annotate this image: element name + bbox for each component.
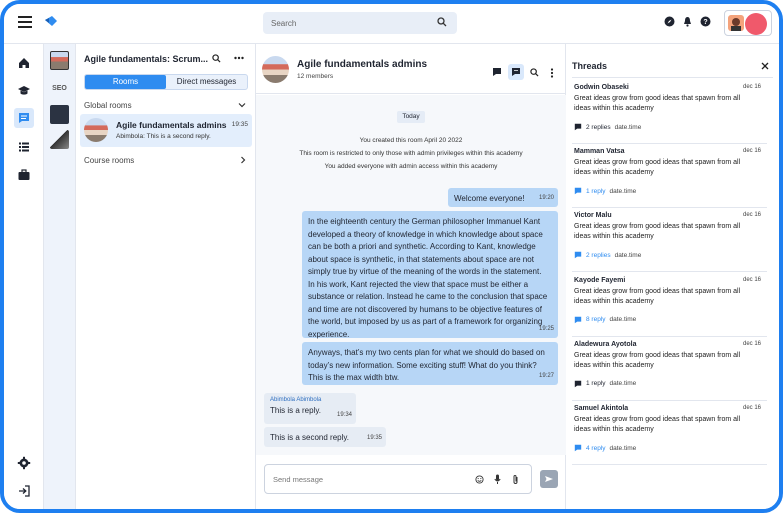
thread-text: Great ideas grow from good ideas that spawn from all ideas within this academy	[574, 416, 741, 433]
academy-seo-label: SEO	[52, 85, 67, 92]
thread-item[interactable]	[572, 144, 767, 208]
more-vertical-icon[interactable]	[550, 68, 554, 78]
academy-dark[interactable]	[50, 105, 69, 124]
thread-author: Victor Malu	[574, 212, 612, 220]
thread-date: dec 16	[742, 212, 761, 219]
thread-meta: date.time	[614, 251, 642, 259]
nav-rail	[4, 44, 44, 513]
thread-author: Kayode Fayemi	[574, 276, 626, 284]
chevron-right-icon[interactable]	[240, 156, 246, 164]
tab-direct-messages[interactable]: Direct messages	[176, 77, 237, 86]
thread-reply-icon	[574, 444, 582, 452]
comment-icon[interactable]	[492, 67, 502, 77]
reply-text: This is a reply.	[270, 406, 321, 415]
avatar	[728, 15, 744, 31]
thread-text: Great ideas grow from good ideas that spawn from all ideas within this academy	[574, 287, 741, 305]
search-icon[interactable]	[212, 54, 221, 63]
thread-reply-icon	[574, 123, 582, 131]
reply-bubble[interactable]	[264, 393, 356, 424]
message-text: Anyways, that’s my two cents plan for what we should do based on today’s new information. Some exciting stuff! What do you think? This is the max width btw.	[308, 348, 545, 382]
academy-seo[interactable]	[50, 79, 69, 98]
message-bubble[interactable]	[302, 211, 558, 338]
nav-chat-active[interactable]	[14, 108, 34, 128]
course-rooms-header[interactable]: Course rooms	[84, 156, 135, 165]
thread-item[interactable]	[572, 208, 767, 272]
day-divider: Today	[397, 111, 425, 123]
tab-rooms[interactable]: Rooms	[85, 75, 166, 89]
thread-reply-count[interactable]: 2 replies	[586, 123, 611, 131]
thread-item[interactable]	[572, 401, 767, 465]
close-icon[interactable]	[761, 62, 769, 70]
attachment-icon[interactable]	[512, 474, 519, 485]
member-count: 12 members	[297, 73, 334, 80]
room-name: Agile fundamentals admins	[116, 120, 227, 130]
logo-icon	[44, 15, 58, 27]
thread-reply-count[interactable]: 2 replies	[586, 251, 611, 259]
message-time: 19:20	[538, 194, 554, 201]
microphone-icon[interactable]	[494, 474, 501, 484]
message-bubble[interactable]	[448, 188, 558, 207]
system-message: This room is restricted to only those with admin privileges within this academy	[299, 150, 523, 157]
list-icon[interactable]	[17, 140, 31, 154]
global-rooms-header[interactable]: Global rooms	[84, 101, 132, 110]
academy-other[interactable]	[50, 130, 69, 149]
system-message: You added everyone with admin access within this academy	[324, 163, 498, 170]
thread-text: Great ideas grow from good ideas that spawn from all ideas within this academy	[574, 223, 741, 241]
briefcase-icon[interactable]	[17, 168, 31, 182]
room-item-agile-admins[interactable]	[80, 114, 252, 147]
thread-meta: date.time	[609, 444, 637, 452]
thread-text: Great ideas grow from good ideas that spawn from all ideas within this academy	[574, 159, 741, 177]
thread-reply-icon	[574, 380, 582, 388]
chat-panel	[256, 44, 566, 513]
message-input[interactable]	[264, 464, 532, 494]
message-placeholder: Send message	[273, 475, 324, 484]
thread-item[interactable]	[572, 337, 767, 401]
graduation-cap-icon[interactable]	[17, 84, 31, 98]
message-list	[256, 95, 566, 455]
search-placeholder: Search	[271, 19, 297, 28]
thread-author: Samuel Akintola	[574, 405, 629, 412]
academy-agile[interactable]	[50, 51, 69, 70]
thread-author: Godwin Obaseki	[574, 84, 629, 91]
threads-panel	[566, 44, 779, 513]
rooms-panel	[76, 44, 256, 513]
thread-meta: date.time	[614, 123, 642, 131]
thread-reply-icon	[574, 187, 582, 195]
top-bar	[4, 4, 779, 44]
academy-title: Agile fundamentals: Scrum...	[84, 54, 209, 64]
thread-date: dec 16	[742, 148, 761, 155]
chevron-down-icon[interactable]	[238, 102, 246, 108]
thread-meta: date.time	[609, 380, 637, 388]
svg-text:?: ?	[703, 19, 708, 27]
reply-time: 19:34	[336, 411, 352, 418]
bell-icon[interactable]	[682, 16, 693, 27]
thread-reply-count[interactable]: 8 reply	[586, 316, 606, 324]
room-avatar	[84, 118, 108, 142]
rooms-tabs	[84, 74, 248, 90]
reply-time: 19:35	[366, 434, 382, 441]
thread-date: dec 16	[742, 405, 761, 411]
logout-icon[interactable]	[17, 484, 31, 498]
reply-text: This is a second reply.	[270, 433, 349, 442]
thread-reply-icon	[574, 251, 582, 259]
message-time: 19:27	[538, 372, 554, 379]
search-input[interactable]	[263, 12, 457, 34]
emoji-icon[interactable]	[475, 475, 484, 484]
thread-reply-count[interactable]: 1 reply	[586, 187, 606, 195]
chat-header	[256, 44, 566, 94]
thread-meta: date.time	[609, 187, 637, 195]
menu-icon[interactable]	[18, 16, 32, 28]
threads-toggle[interactable]	[508, 64, 524, 80]
compass-icon[interactable]	[664, 16, 675, 27]
thread-item[interactable]	[572, 80, 767, 144]
thread-author: Mamman Vatsa	[574, 148, 625, 156]
thread-text: Great ideas grow from good ideas that spawn from all ideas within this academy	[574, 351, 741, 369]
chat-title: Agile fundamentals admins	[297, 59, 428, 70]
home-icon[interactable]	[17, 56, 31, 70]
thread-meta: date.time	[609, 316, 637, 324]
threads-title: Threads	[572, 61, 608, 71]
room-avatar	[262, 56, 289, 83]
thread-reply-count[interactable]: 4 reply	[586, 444, 606, 452]
more-icon[interactable]	[234, 56, 244, 60]
settings-icon[interactable]	[17, 456, 31, 470]
message-text: In the eighteenth century the German philosopher Immanuel Kant developed a theory of knowledge in which knowledge about space can be both a priori and synthetic. According to Kant, knowledge about space is synthetic, in that statements about space are not simply true by virtue of the meaning of the words in the statement. In his work, Kant rejected the view that space must be either a substance or relation. Instead he came to the conclusion that space and time are not discovered by humans to be objective features of the world, but imposed by us as part of a framework for organizing experience.	[308, 217, 548, 339]
profile-button[interactable]	[724, 10, 772, 36]
thread-date: dec 16	[742, 276, 761, 283]
send-button[interactable]	[540, 470, 558, 488]
thread-date: dec 16	[742, 84, 761, 90]
message-time: 19:25	[538, 325, 554, 332]
threads-icon	[511, 67, 521, 77]
threads-header	[572, 54, 773, 78]
reply-bubble[interactable]	[264, 427, 386, 447]
message-bubble[interactable]	[302, 342, 558, 385]
status-avatar	[745, 13, 767, 35]
chat-icon	[17, 111, 31, 125]
room-time: 19:35	[231, 121, 248, 128]
message-text: Welcome everyone!	[454, 194, 525, 203]
reply-author: Abimbola Abimbola	[270, 397, 322, 403]
thread-date: dec 16	[742, 340, 761, 347]
thread-text: Great ideas grow from good ideas that spawn from all ideas within this academy	[574, 95, 741, 112]
search-icon[interactable]	[530, 68, 539, 77]
help-icon[interactable]	[700, 16, 711, 27]
system-message: You created this room April 20 2022	[359, 137, 463, 144]
search-icon[interactable]	[437, 17, 447, 27]
send-icon	[544, 474, 554, 484]
thread-item[interactable]	[572, 273, 767, 337]
room-preview: Abimbola: This is a second reply.	[116, 133, 211, 140]
thread-author: Aladewura Ayotola	[574, 340, 637, 348]
thread-reply-icon	[574, 316, 582, 324]
thread-reply-count[interactable]: 1 reply	[586, 380, 606, 388]
academy-rail	[44, 44, 76, 513]
